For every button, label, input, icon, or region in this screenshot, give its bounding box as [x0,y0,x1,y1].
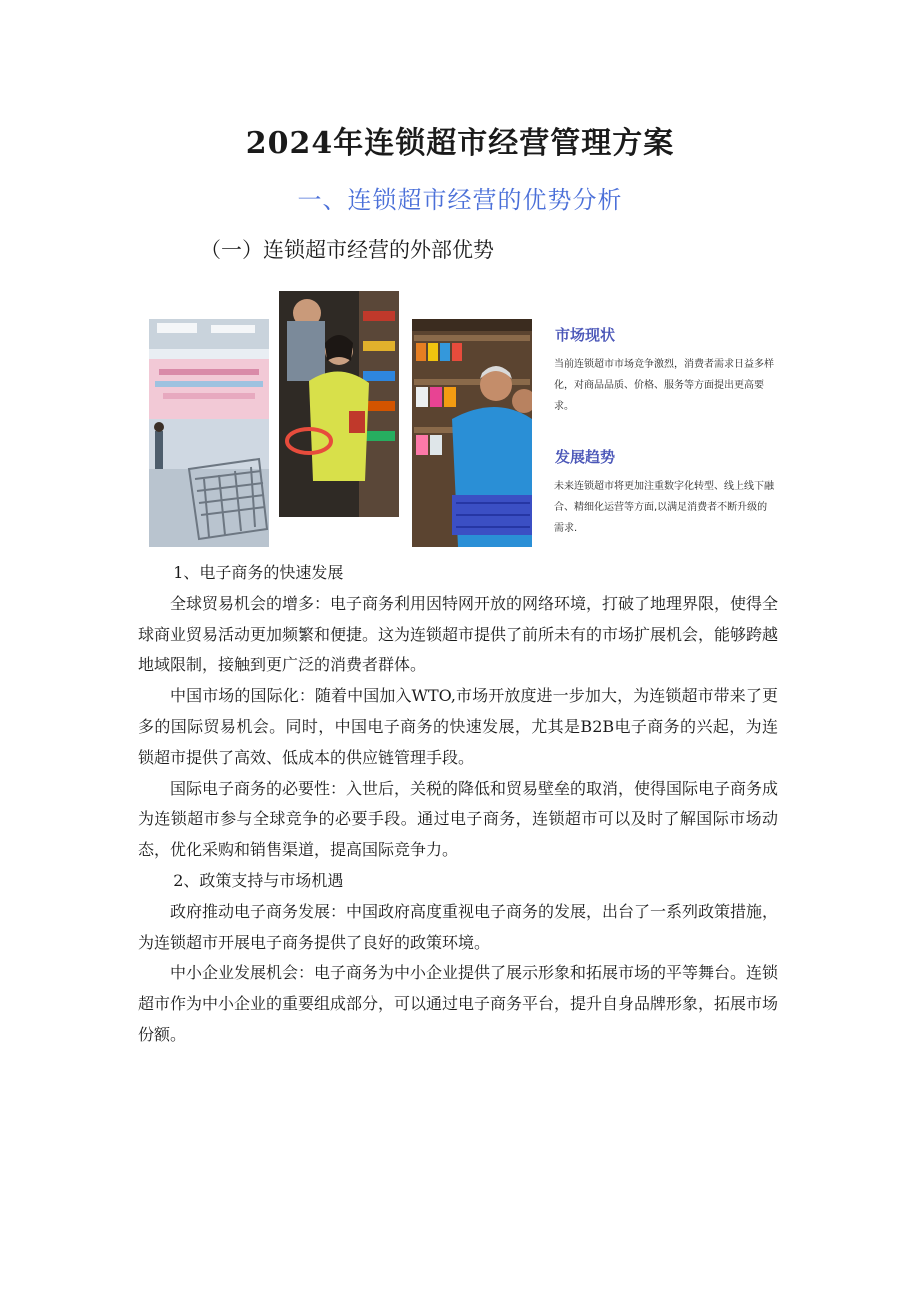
shopper-woman-photo [279,291,399,517]
paragraph: 全球贸易机会的增多：电子商务利用因特网开放的网络环境，打破了地理界限，使得全球商业贸易活动更加频繁和便捷。这为连锁超市提供了前所未有的市场扩展机会，能够跨越地域限制，接触到更广泛的消费者群体。 [138,593,779,675]
market-status-text: 当前连锁超市市场竞争激烈，消费者需求日益多样化，对商品品质、价格、服务等方面提出更高要求。 [554,359,774,412]
subsection-heading: （一）连锁超市经营的外部优势 [200,238,494,262]
section-1-title: 1、电子商务的快速发展 [173,563,344,582]
paragraph: 中国市场的国际化：随着中国加入WTO,市场开放度进一步加大，为连锁超市带来了更多的国际贸易机会。同时，中国电子商务的快速发展，尤其是B2B电子商务的兴起，为连锁超市提供了高效、低成本的供应链管理手段。 [138,686,778,767]
supermarket-aisle-photo [149,319,269,547]
document-title: 2024年连锁超市经营管理方案 [245,126,675,161]
market-status-heading: 市场现状 [555,326,616,344]
shopper-couple-photo [412,319,532,547]
section-heading: 一、连锁超市经营的优势分析 [297,186,623,214]
development-trend-text: 未来连锁超市将更加注重数字化转型、线上线下融合、精细化运营等方面,以满足消费者不断升级的需求. [554,481,774,534]
paragraph: 国际电子商务的必要性：入世后，关税的降低和贸易壁垒的取消，使得国际电子商务成为连锁超市参与全球竞争的必要手段。通过电子商务，连锁超市可以及时了解国际市场动态，优化采购和销售渠道，提高国际竞争力。 [138,778,779,860]
document-body [138,558,778,1051]
development-trend-heading: 发展趋势 [555,448,616,466]
section-2-title: 2、政策支持与市场机遇 [173,870,344,890]
paragraph: 中小企业发展机会：电子商务为中小企业提供了展示形象和拓展市场的平等舞台。连锁超市作为中小企业的重要组成部分，可以通过电子商务平台，提升自身品牌形象，拓展市场份额。 [138,963,779,1044]
paragraph: 政府推动电子商务发展：中国政府高度重视电子商务的发展，出台了一系列政策措施，为连锁超市开展电子商务提供了良好的政策环境。 [138,901,779,952]
